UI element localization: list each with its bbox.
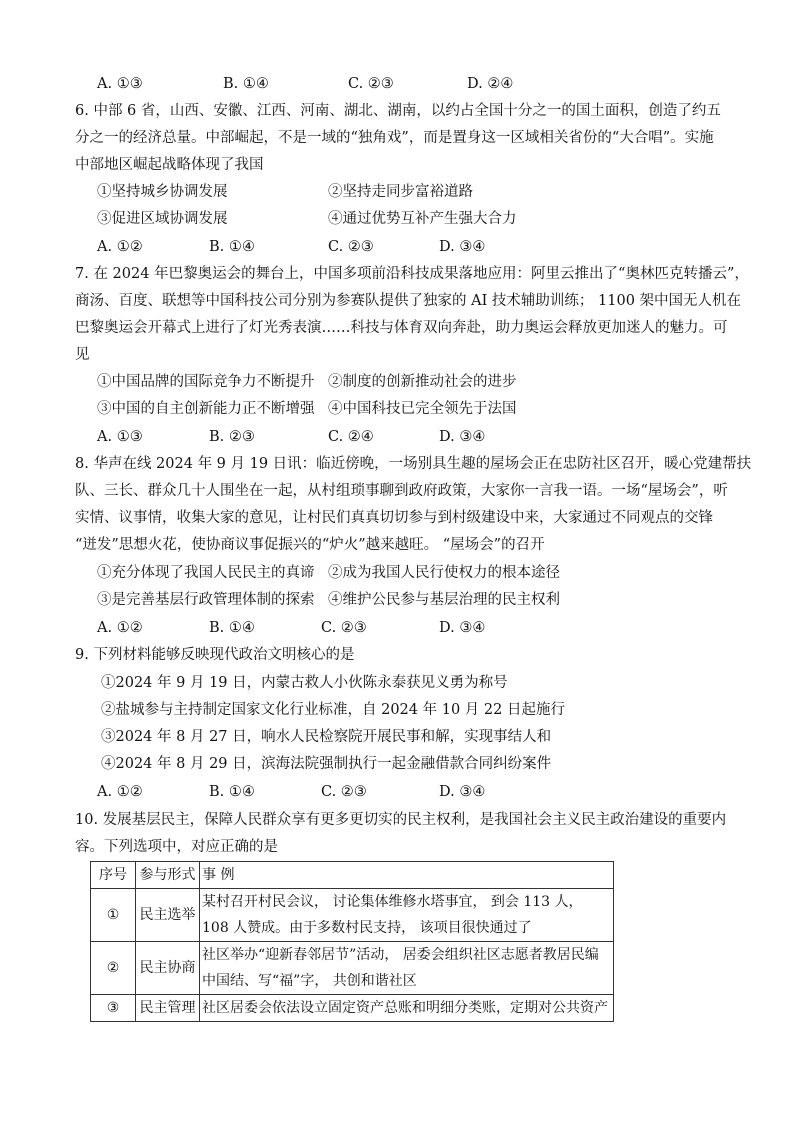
q8-stem-line-1: 8. 华声在线 2024 年 9 月 19 日讯：临近傍晚，一场别具生趣的屋场会正在忠防社区召开，暖心党建帮扶 [75, 456, 752, 472]
q7-stem-line-1: 7. 在 2024 年巴黎奥运会的舞台上，中国多项前沿科技成果落地应用：阿里云推出了“奥林匹克转播云”， [75, 266, 749, 282]
q10-table [90, 861, 614, 1022]
q10-stem-line-2: 容。下列选项中，对应正确的是 [75, 839, 278, 855]
q7-option-a: A. ①③ [97, 429, 143, 445]
q8-statement-4: ④维护公民参与基层治理的民主权利 [328, 592, 560, 608]
q6-statement-3: ③促进区域协调发展 [97, 211, 228, 227]
q5-option-b: B. ①④ [223, 76, 269, 92]
q6-statement-1: ①坚持城乡协调发展 [97, 184, 228, 200]
q7-statement-1: ①中国品牌的国际竞争力不断提升 [97, 374, 315, 390]
q9-option-c: C. ②③ [321, 784, 367, 800]
q7-option-b: B. ②③ [209, 429, 255, 445]
q9-option-a: A. ①② [97, 784, 143, 800]
row-example: 某村召开村民会议， 讨论集体维修水塔事宜， 到会 113 人， 108 人赞成。由于多数村民支持， 该项目很快通过了 [200, 889, 614, 942]
q8-stem-line-3: 实情、议事情，收集大家的意见，让村民们真真切切参与到村级建设中来，大家通过不同观点的交锋 [75, 510, 713, 526]
q6-option-b: B. ①④ [209, 239, 255, 255]
q7-option-c: C. ②④ [328, 429, 374, 445]
row-example: 社区居委会依法设立固定资产总账和明细分类账，定期对公共资产 [200, 995, 614, 1022]
q9-stem-line-1: 9. 下列材料能够反映现代政治文明核心的是 [75, 647, 355, 663]
q8-stem-line-2: 队、三长、群众几十人围坐在一起，从村组琐事聊到政府政策，大家你一言我一语。一场“屋场会”，听 [75, 483, 728, 499]
row-form: 民主协商 [136, 942, 200, 995]
q9-statement-3: ③2024 年 8 月 27 日，响水人民检察院开展民事和解，实现事结人和 [101, 729, 552, 745]
q9-statement-2: ②盐城参与主持制定国家文化行业标准，自 2024 年 10 月 22 日起施行 [101, 702, 565, 718]
q6-statement-2: ②坚持走同步富裕道路 [328, 184, 473, 200]
table-row [91, 995, 614, 1022]
q8-option-d: D. ③④ [439, 620, 486, 636]
q8-statement-1: ①充分体现了我国人民民主的真谛 [97, 565, 315, 581]
table-header-row [91, 862, 614, 889]
q7-stem-line-4: 见 [75, 347, 90, 363]
row-form: 民主选举 [136, 889, 200, 942]
q7-option-d: D. ③④ [439, 429, 486, 445]
q7-stem-line-3: 巴黎奥运会开幕式上进行了灯光秀表演……科技与体育双向奔赴，助力奥运会释放更加迷人的魅力。可 [75, 320, 728, 336]
q8-statement-3: ③是完善基层行政管理体制的探索 [97, 592, 315, 608]
q9-option-b: B. ①④ [209, 784, 255, 800]
q6-stem-line-1: 6. 中部 6 省，山西、安徽、江西、河南、湖北、湖南，以约占全国十分之一的国土面积，创造了约五 [75, 103, 721, 119]
q6-option-c: C. ②③ [328, 239, 374, 255]
row-form: 民主管理 [136, 995, 200, 1022]
q8-option-c: C. ②③ [321, 620, 367, 636]
table-row [91, 942, 614, 995]
row-no: ② [91, 942, 136, 995]
q8-stem-line-4: “迸发”思想火花，使协商议事促振兴的“炉火”越来越旺。 “屋场会”的召开 [75, 537, 545, 553]
q9-statement-4: ④2024 年 8 月 29 日，滨海法院强制执行一起金融借款合同纠纷案件 [101, 756, 552, 772]
q8-statement-2: ②成为我国人民行使权力的根本途径 [328, 565, 560, 581]
row-no: ① [91, 889, 136, 942]
header-form: 参与形式 [136, 862, 200, 889]
q7-stem-line-2: 商汤、百度、联想等中国科技公司分别为参赛队提供了独家的 AI 技术辅助训练； 1100 架中国无人机在 [75, 293, 742, 309]
q10-stem-line-1: 10. 发展基层民主，保障人民群众享有更多更切实的民主权利，是我国社会主义民主政治建设的重要内 [75, 812, 727, 828]
q6-option-a: A. ①② [97, 239, 143, 255]
q9-statement-1: ①2024 年 9 月 19 日，内蒙古救人小伙陈永泰获见义勇为称号 [101, 675, 508, 691]
q6-option-d: D. ③④ [439, 239, 486, 255]
table-row [91, 889, 614, 942]
header-no: 序号 [91, 862, 136, 889]
q5-option-a: A. ①③ [97, 76, 143, 92]
q6-stem-line-3: 中部地区崛起战略体现了我国 [75, 157, 264, 173]
q7-statement-2: ②制度的创新推动社会的进步 [328, 374, 517, 390]
q7-statement-3: ③中国的自主创新能力正不断增强 [97, 401, 315, 417]
q5-option-c: C. ②③ [348, 76, 394, 92]
q8-option-b: B. ①④ [209, 620, 255, 636]
q7-statement-4: ④中国科技已完全领先于法国 [328, 401, 517, 417]
row-no: ③ [91, 995, 136, 1022]
header-example: 事 例 [200, 862, 614, 889]
q5-option-d: D. ②④ [467, 76, 514, 92]
q6-stem-line-2: 分之一的经济总量。中部崛起，不是一域的“独角戏”，而是置身这一区域相关省份的“大合唱”。实施 [75, 130, 714, 146]
row-example: 社区举办“迎新春邻居节”活动， 居委会组织社区志愿者教居民编中国结、写“福”字， 共创和谐社区 [200, 942, 614, 995]
q9-option-d: D. ③④ [439, 784, 486, 800]
q8-option-a: A. ①② [97, 620, 143, 636]
q6-statement-4: ④通过优势互补产生强大合力 [328, 211, 517, 227]
